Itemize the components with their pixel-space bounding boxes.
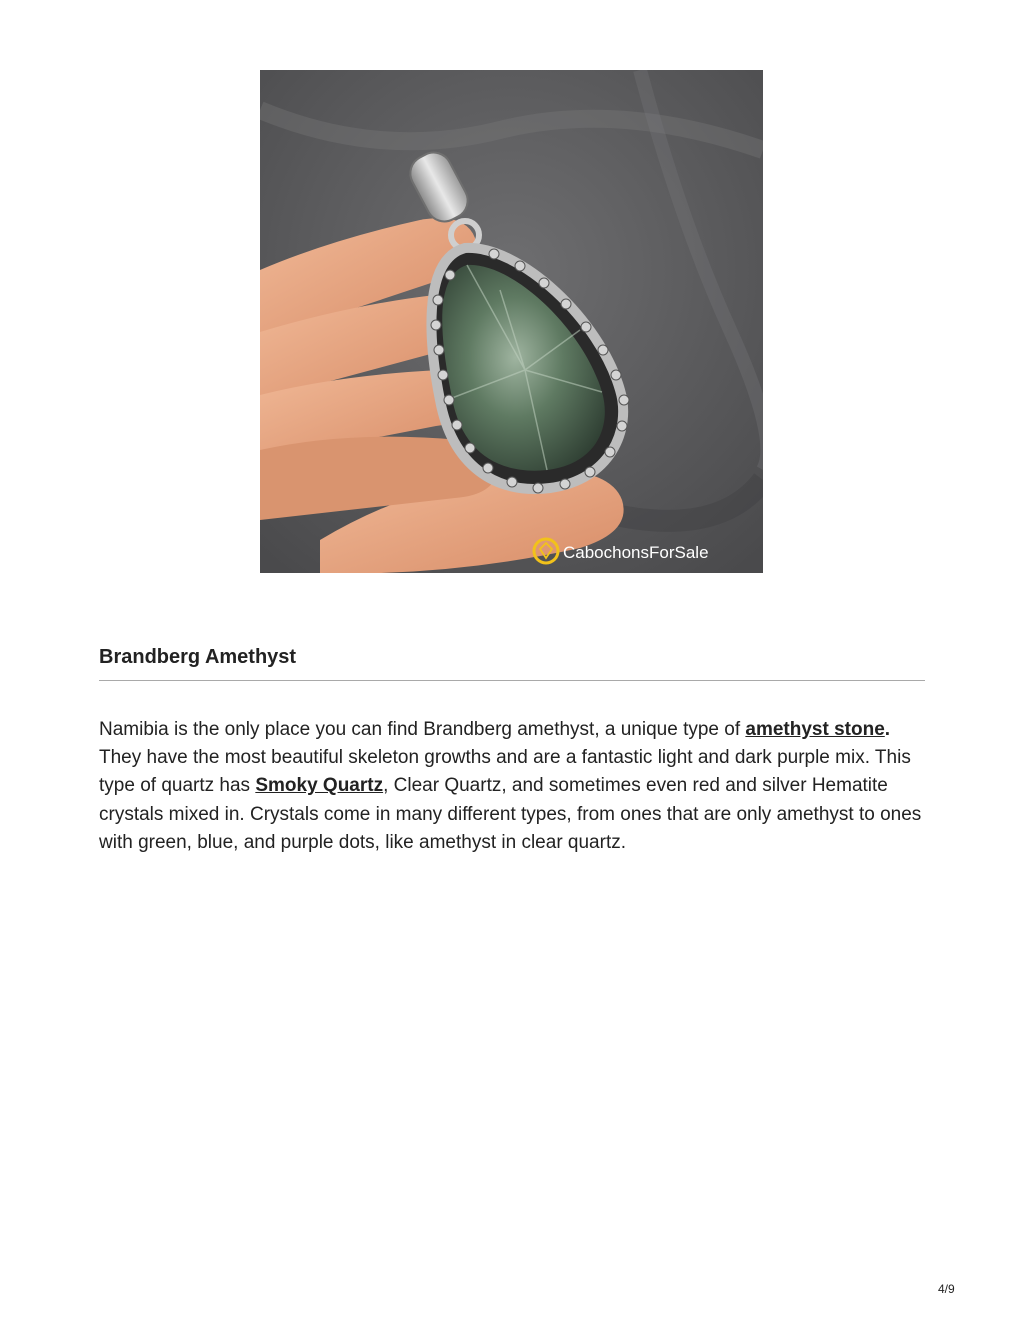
pendant-photo: [260, 70, 763, 573]
section-title: Brandberg Amethyst: [99, 646, 297, 668]
paragraph-text-2: They have the most beautiful skeleton growths and are a fantastic light and dark purple mix. This type of quartz has: [99, 747, 911, 797]
divider: [99, 680, 925, 681]
article-paragraph: [99, 716, 929, 857]
paragraph-text-1: Namibia is the only place you can find Brandberg amethyst, a unique type of: [99, 719, 746, 740]
amethyst-stone-link[interactable]: amethyst stone: [745, 719, 885, 740]
paragraph-period: .: [884, 719, 891, 740]
page-number: 4/9: [938, 1282, 955, 1296]
watermark-text: CabochonsForSale: [563, 543, 709, 562]
smoky-quartz-link[interactable]: Smoky Quartz: [255, 775, 384, 797]
paragraph-text-3: , Clear Quartz, and sometimes even red and silver Hematite crystals mixed in. Crystals come in many different types, from ones that are only amethyst to ones with green, blue, and purple dots, like amethyst in clear quartz.: [99, 775, 922, 853]
